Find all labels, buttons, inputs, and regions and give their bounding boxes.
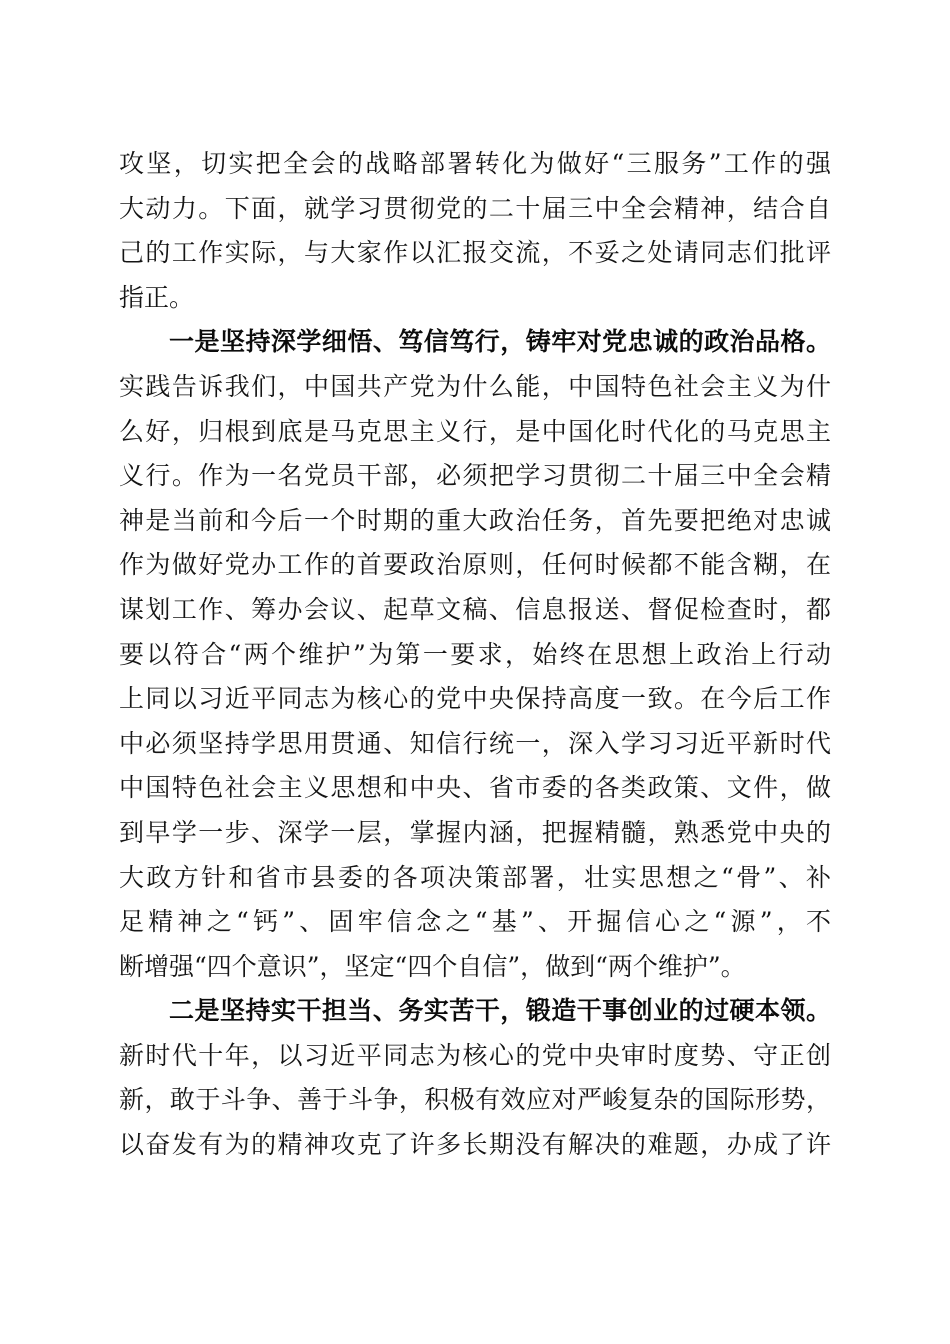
text-line: 攻坚，切实把全会的战略部署转化为做好“三服务”工作的强 [119,149,831,178]
text-line: 中必须坚持学思用贯通、知信行统一，深入学习习近平新时代 [119,728,831,758]
text-line: 新时代十年，以习近平同志为核心的党中央审时度势、守正创 [119,1040,831,1070]
text-line: 谋划工作、筹办会议、起草文稿、信息报送、督促检查时，都 [119,594,831,624]
paragraph-intro [119,142,831,320]
text-line: 新，敢于斗争、善于斗争，积极有效应对严峻复杂的国际形势， [119,1085,831,1115]
text-line: 指正。 [119,282,195,312]
text-line: 己的工作实际，与大家作以汇报交流，不妥之处请同志们批评 [119,238,831,268]
text-line: 大政方针和省市县委的各项决策部署，壮实思想之“骨”、补 [119,862,831,892]
text-line: 到早学一步、深学一层，掌握内涵，把握精髓，熟悉党中央的 [119,817,831,847]
text-line: 作为做好党办工作的首要政治原则，任何时候都不能含糊，在 [119,550,831,580]
paragraph-point-1 [119,320,831,989]
text-line: 么好，归根到底是马克思主义行，是中国化时代化的马克思主 [119,416,831,446]
text-line: 义行。作为一名党员干部，必须把学习贯彻二十届三中全会精 [119,461,831,491]
text-line: 中国特色社会主义思想和中央、省市委的各类政策、文件，做 [119,773,831,803]
text-line: 上同以习近平同志为核心的党中央保持高度一致。在今后工作 [119,684,831,714]
paragraph-point-2 [119,989,831,1167]
text-line: 要以符合“两个维护”为第一要求，始终在思想上政治上行动 [119,639,831,669]
text-line: 断增强“四个意识”，坚定“四个自信”，做到“两个维护”。 [119,951,746,981]
text-line: 足精神之“钙”、固牢信念之“基”、开掘信心之“源”，不 [119,907,831,937]
text-line: 大动力。下面，就学习贯彻党的二十届三中全会精神，结合自 [119,193,831,223]
text-line: 以奋发有为的精神攻克了许多长期没有解决的难题，办成了许 [119,1130,831,1160]
text-line: 神是当前和今后一个时期的重大政治任务，首先要把绝对忠诚 [119,505,831,535]
section-heading: 一是坚持深学细悟、笃信笃行，铸牢对党忠诚的政治品格。 [169,327,831,357]
section-heading: 二是坚持实干担当、务实苦干，锻造干事创业的过硬本领。 [169,996,831,1026]
document-body [119,142,831,1168]
text-line: 实践告诉我们，中国共产党为什么能，中国特色社会主义为什 [119,371,831,401]
